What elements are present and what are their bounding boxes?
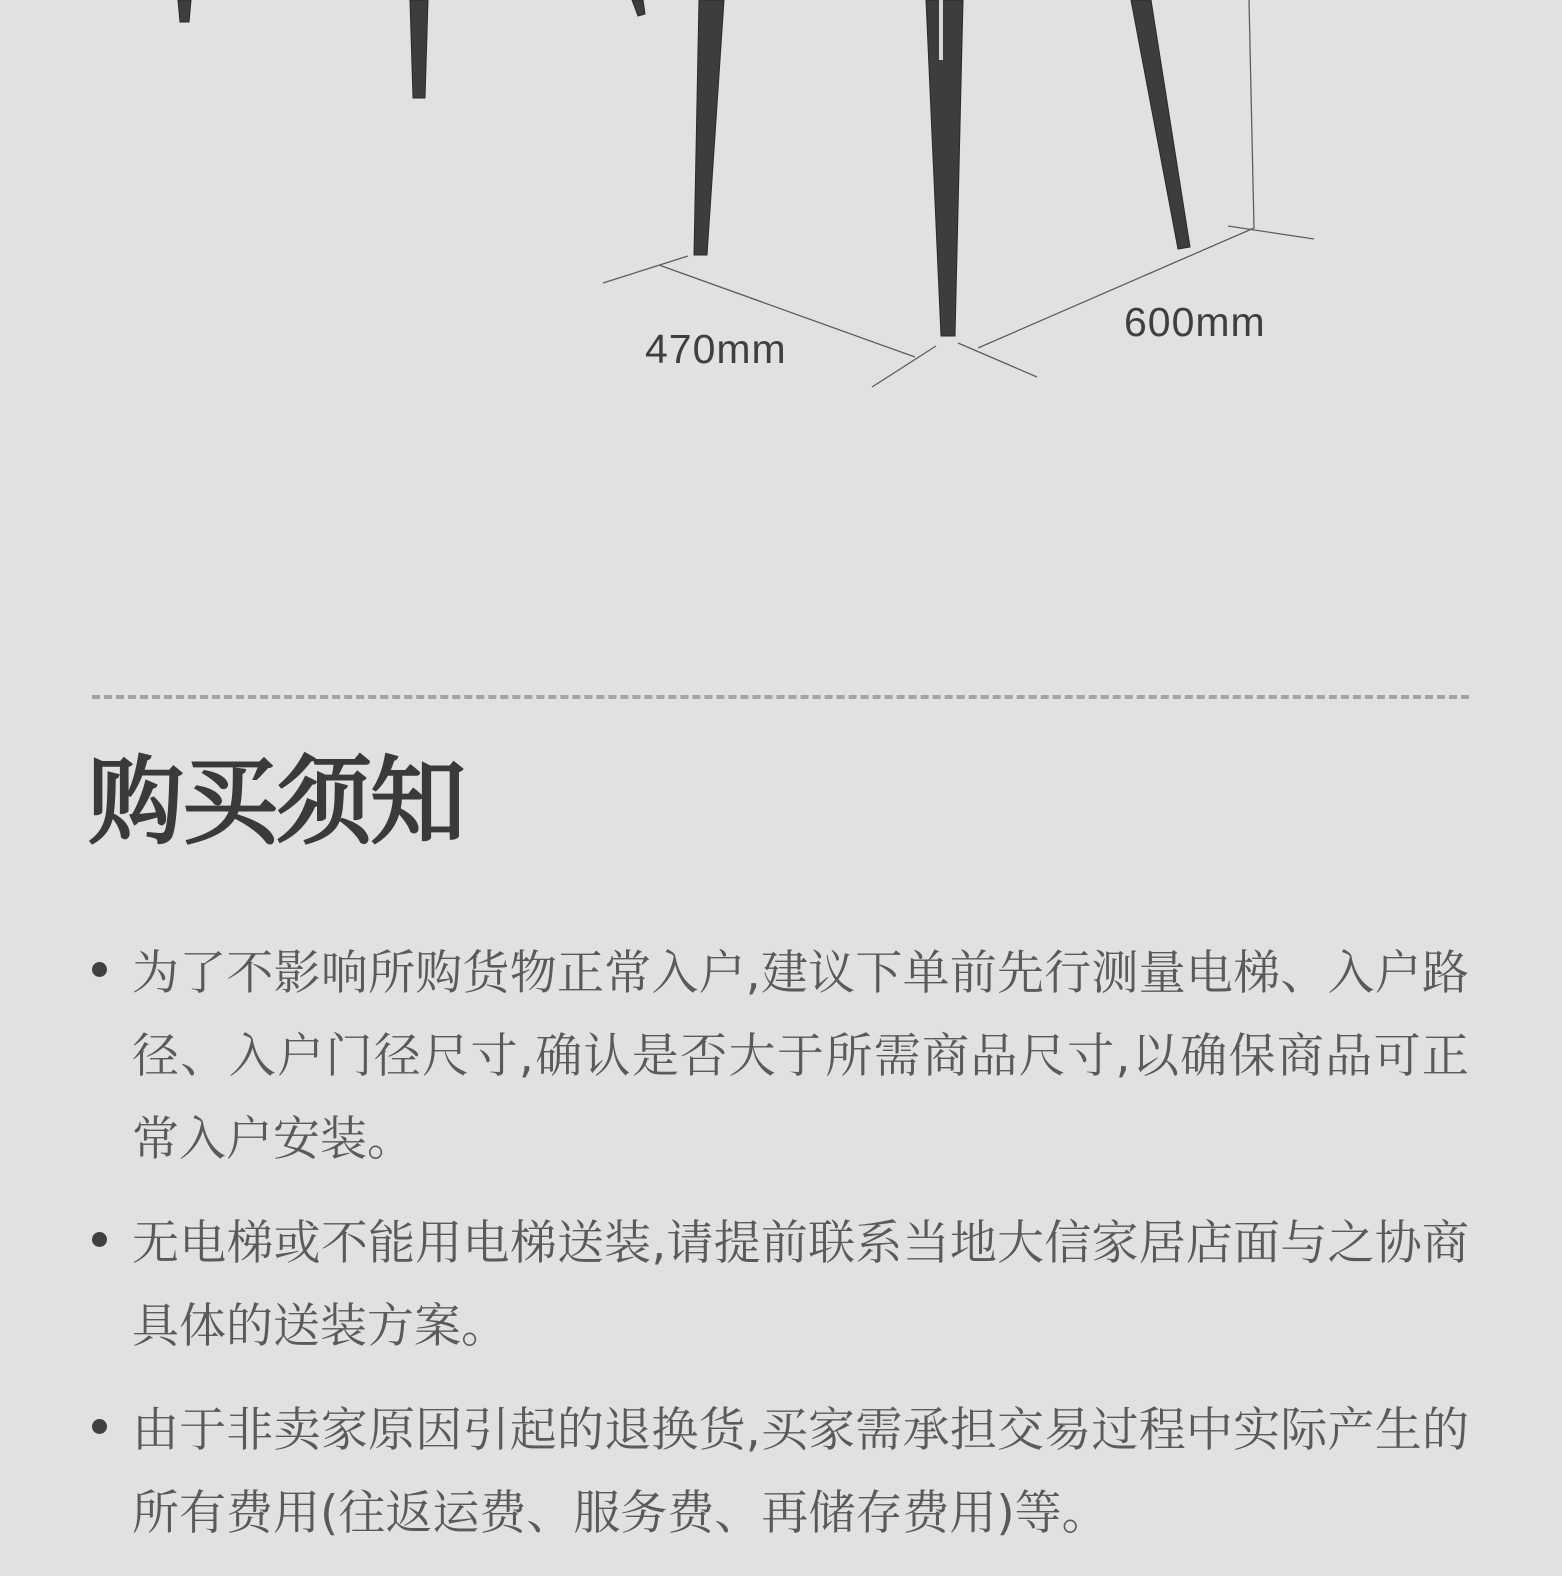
purchase-notice-list bbox=[92, 932, 1469, 1576]
width-tick-bottom bbox=[958, 343, 1037, 377]
depth-tick-left bbox=[603, 256, 688, 283]
notice-item-text: 由于非卖家原因引起的退换货,买家需承担交易过程中实际产生的所有费用(往返运费、服务费、再储存费用)等。 bbox=[132, 1403, 1469, 1541]
chair-dimension-diagram bbox=[0, 0, 1562, 420]
background-leg-left bbox=[178, 0, 191, 22]
width-dimension-label: 600mm bbox=[1124, 299, 1266, 345]
background-leg-right bbox=[632, 0, 645, 16]
purchase-notice-title: 购买须知 bbox=[88, 746, 464, 858]
notice-item bbox=[92, 932, 1469, 1181]
bullet-icon bbox=[92, 1419, 107, 1434]
background-leg-middle bbox=[410, 0, 428, 98]
bullet-icon bbox=[92, 1232, 107, 1247]
front-leg-center-highlight bbox=[939, 0, 943, 60]
notice-item bbox=[92, 1202, 1469, 1368]
front-leg-right bbox=[1131, 0, 1190, 249]
front-leg-left bbox=[694, 0, 724, 255]
section-divider bbox=[92, 695, 1469, 699]
chair-legs bbox=[178, 0, 1190, 336]
notice-item-text: 为了不影响所购货物正常入户,建议下单前先行测量电梯、入户路径、入户门径尺寸,确认是否大于所需商品尺寸,以确保商品可正常入户安装。 bbox=[132, 946, 1469, 1167]
height-guide-line bbox=[1249, 0, 1254, 228]
depth-tick-right bbox=[872, 346, 936, 387]
bullet-icon bbox=[92, 962, 107, 977]
width-tick-top bbox=[1228, 226, 1314, 239]
depth-dimension-label: 470mm bbox=[645, 326, 787, 372]
notice-item bbox=[92, 1389, 1469, 1555]
front-leg-center bbox=[926, 0, 963, 336]
notice-item-text: 无电梯或不能用电梯送装,请提前联系当地大信家居店面与之协商具体的送装方案。 bbox=[132, 1216, 1469, 1354]
